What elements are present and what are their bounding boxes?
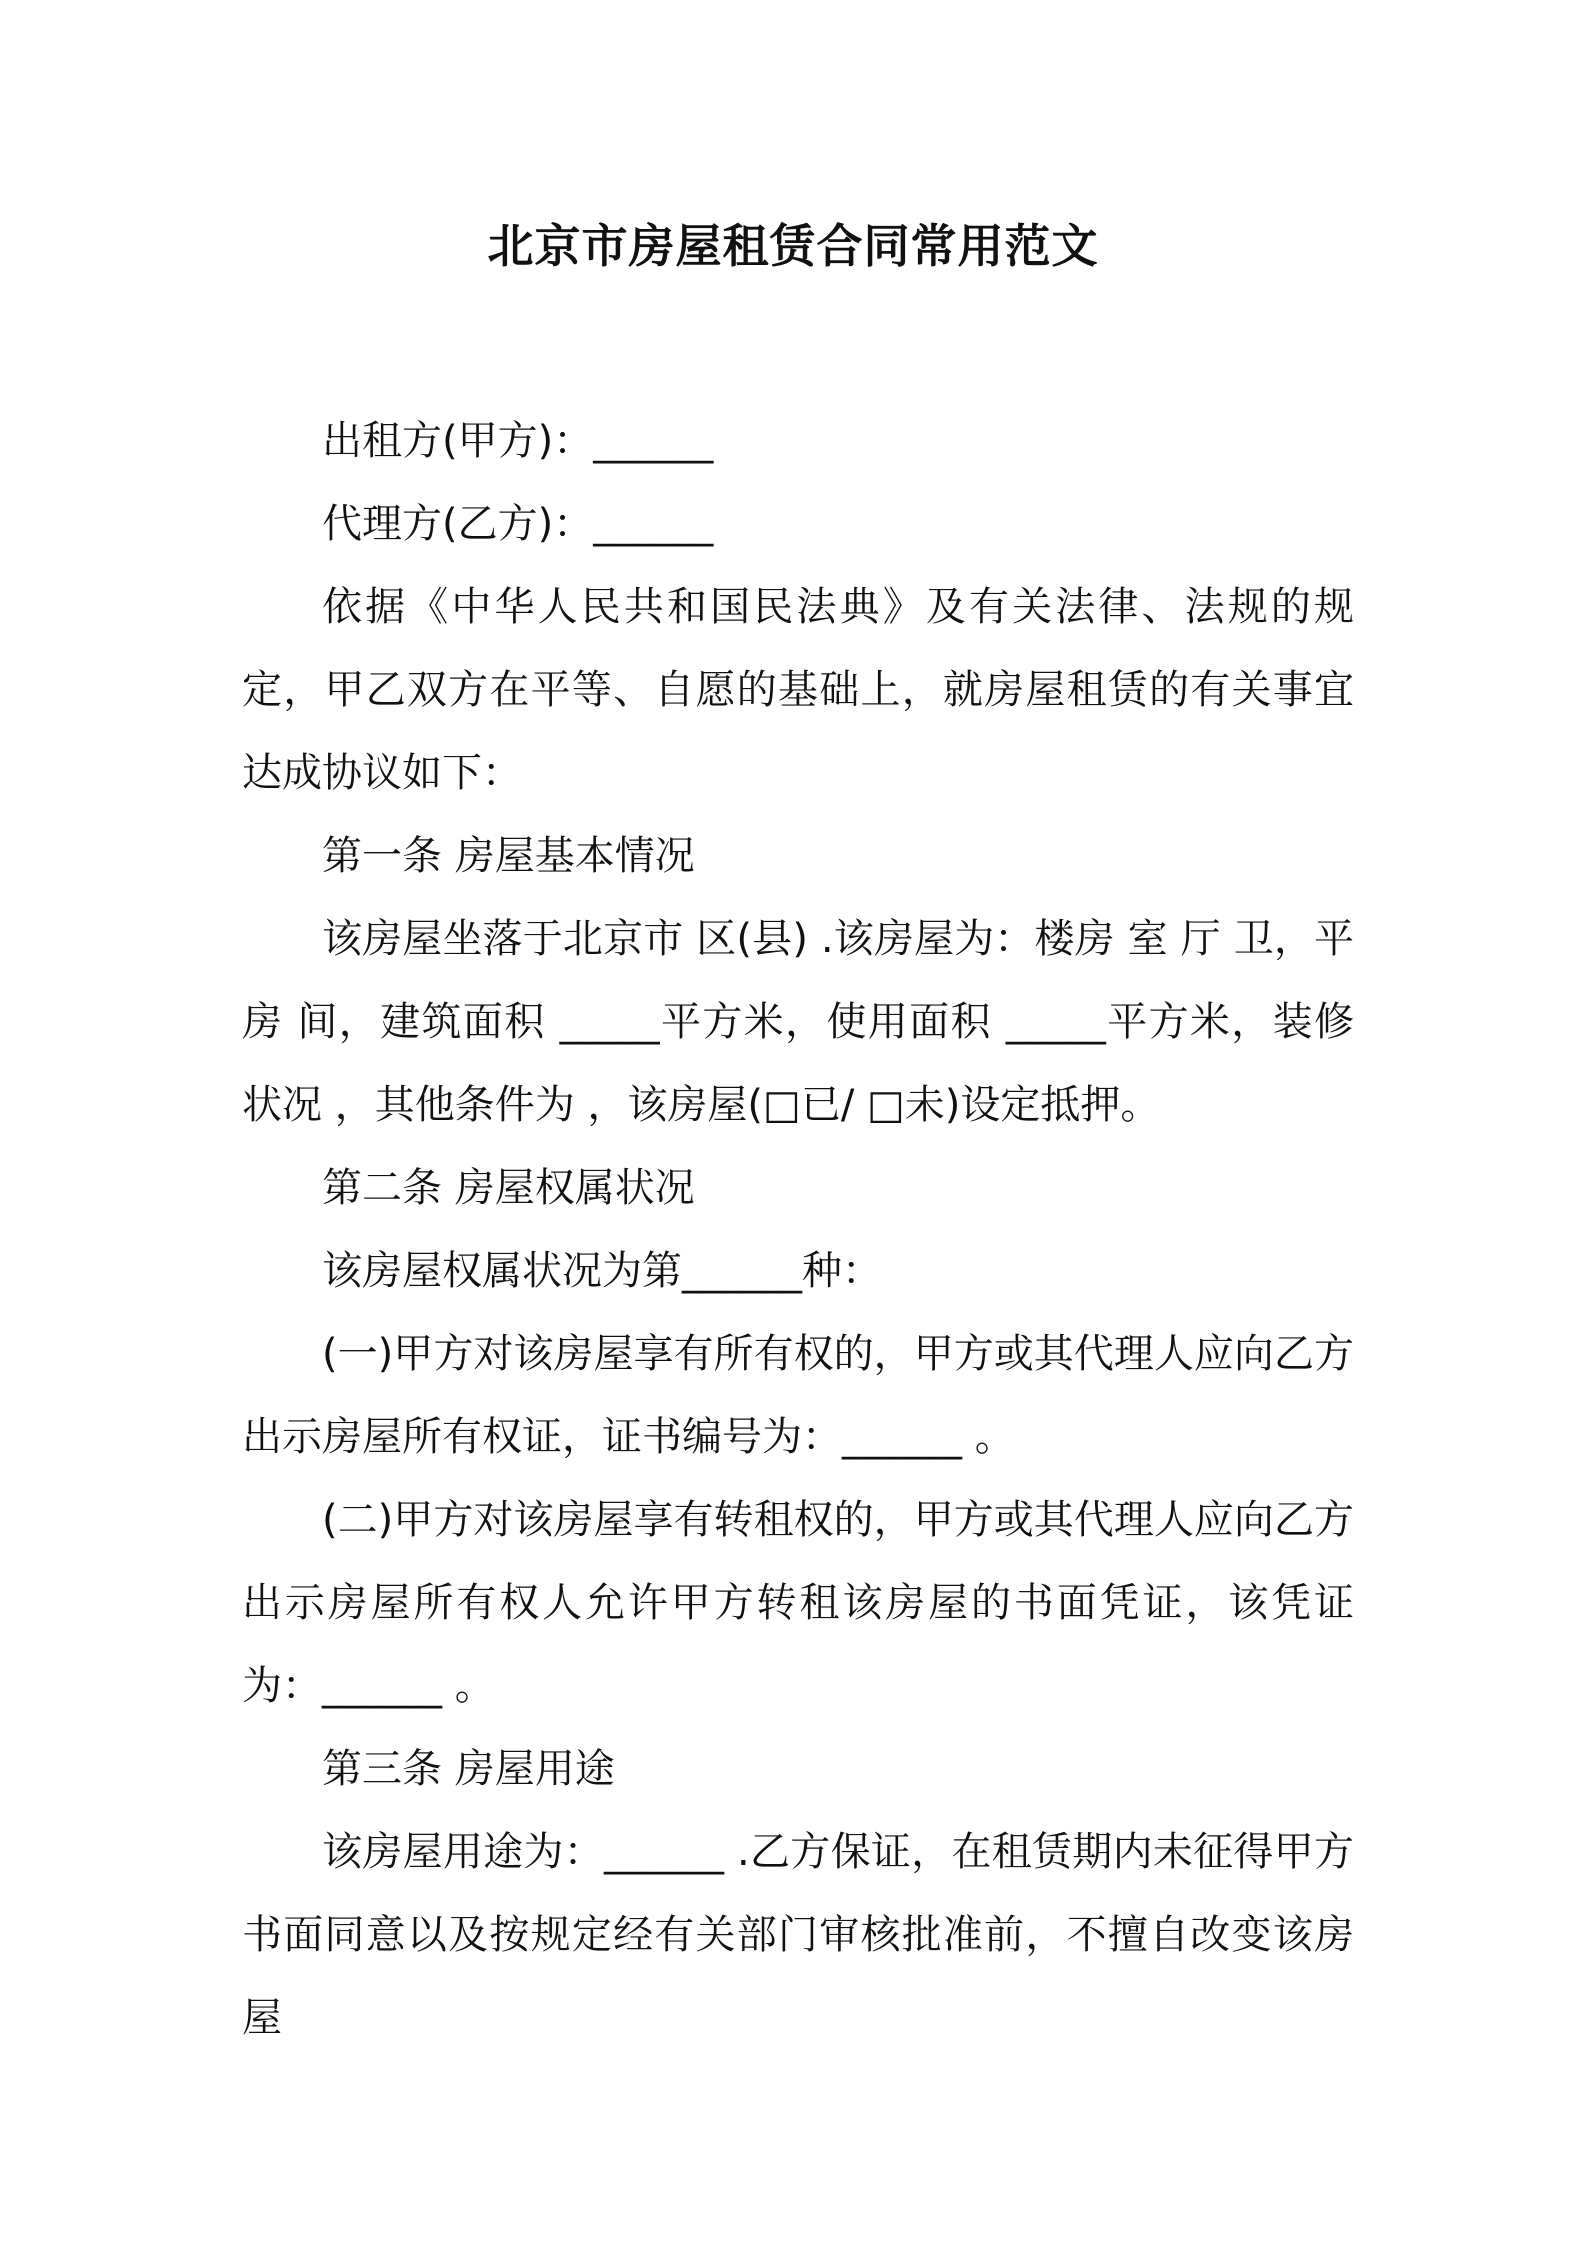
- document-body: [242, 400, 1354, 2060]
- agent-line: 代理方(乙方)：______: [322, 501, 714, 547]
- article-2-heading: 第二条 房屋权属状况: [322, 1165, 695, 1211]
- article-3-heading: 第三条 房屋用途: [322, 1746, 615, 1792]
- document-title: 北京市房屋租赁合同常用范文: [487, 219, 1099, 273]
- lessor-line: 出租方(甲方)：______: [322, 418, 714, 464]
- article-1-heading: 第一条 房屋基本情况: [322, 833, 695, 879]
- article-1-paragraph: 该房屋坐落于北京市 区(县) .该房屋为：楼房 室 厅 卫，平房 间，建筑面积 _____平方米，使用面积 _____平方米，装修状况 ，其他条件为 ，该房屋(□已/ □未)设定抵押。: [242, 916, 1354, 1128]
- article-2-clause-1: (一)甲方对该房屋享有所有权的，甲方或其代理人应向乙方出示房屋所有权证，证书编号为：______ 。: [242, 1331, 1354, 1460]
- preamble-paragraph: 依据《中华人民共和国民法典》及有关法律、法规的规定，甲乙双方在平等、自愿的基础上，就房屋租赁的有关事宜达成协议如下：: [242, 584, 1354, 796]
- article-3-paragraph: 该房屋用途为：______ .乙方保证，在租赁期内未征得甲方书面同意以及按规定经有关部门审核批准前，不擅自改变该房屋: [242, 1829, 1354, 2041]
- article-2-clause-2: (二)甲方对该房屋享有转租权的，甲方或其代理人应向乙方出示房屋所有权人允许甲方转租该房屋的书面凭证，该凭证为：______ 。: [242, 1497, 1354, 1709]
- article-2-paragraph: 该房屋权属状况为第______种：: [322, 1248, 882, 1294]
